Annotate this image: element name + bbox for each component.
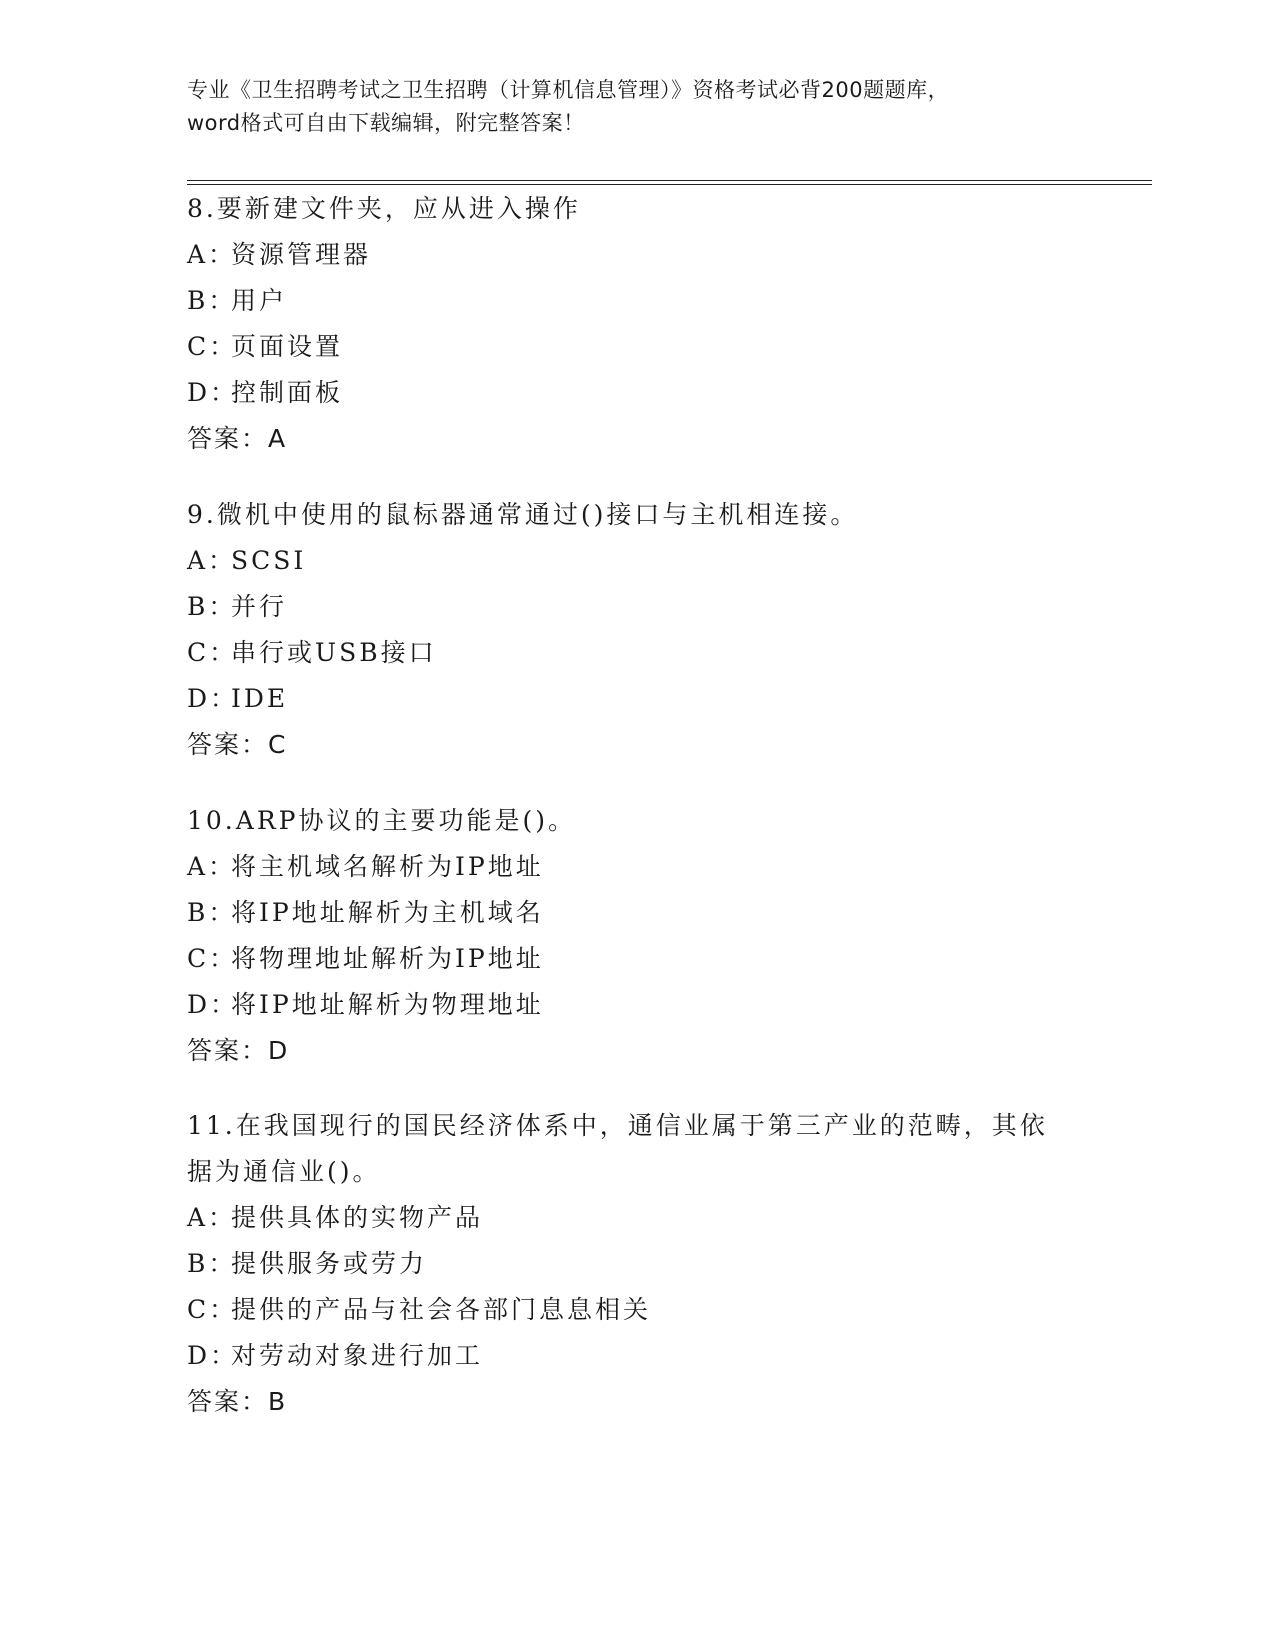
option-text: 将主机域名解析为IP地址 xyxy=(231,852,544,881)
document-header xyxy=(187,74,1087,140)
option-key: B： xyxy=(187,286,237,315)
option-b xyxy=(187,584,1087,630)
option-key: B： xyxy=(187,1249,237,1278)
option-text: 对劳动对象进行加工 xyxy=(231,1341,484,1370)
header-divider-bottom xyxy=(187,184,1152,185)
question-10 xyxy=(187,798,1087,1074)
question-11 xyxy=(187,1103,1087,1425)
question-9 xyxy=(187,492,1087,768)
option-b xyxy=(187,890,1087,936)
option-d xyxy=(187,370,1087,416)
question-8 xyxy=(187,186,1087,462)
option-key: D： xyxy=(187,1341,239,1370)
option-text: SCSI xyxy=(231,546,307,575)
question-stem-line-2: 据为通信业()。 xyxy=(187,1157,381,1186)
option-key: A： xyxy=(187,240,237,269)
question-stem: 10.ARP协议的主要功能是()。 xyxy=(187,806,576,835)
option-a xyxy=(187,538,1087,584)
option-b xyxy=(187,1241,1087,1287)
option-text: 控制面板 xyxy=(231,378,344,407)
option-c xyxy=(187,936,1087,982)
option-a xyxy=(187,844,1087,890)
option-key: D： xyxy=(187,684,239,713)
question-stem: 9.微机中使用的鼠标器通常通过()接口与主机相连接。 xyxy=(187,500,859,529)
option-a xyxy=(187,1195,1087,1241)
option-key: B： xyxy=(187,592,237,621)
answer: 答案：D xyxy=(187,1036,290,1065)
option-text: IDE xyxy=(231,684,289,713)
option-d xyxy=(187,1333,1087,1379)
option-text: 将IP地址解析为物理地址 xyxy=(231,990,544,1019)
option-text: 串行或USB接口 xyxy=(231,638,437,667)
option-text: 将物理地址解析为IP地址 xyxy=(231,944,544,973)
header-divider-top xyxy=(187,180,1152,181)
option-text: 资源管理器 xyxy=(231,240,372,269)
option-key: C： xyxy=(187,332,238,361)
answer: 答案：A xyxy=(187,424,288,453)
option-key: D： xyxy=(187,378,239,407)
option-key: C： xyxy=(187,944,238,973)
header-line-1: 专业《卫生招聘考试之卫生招聘（计算机信息管理）》资格考试必背200题题库， xyxy=(187,78,950,102)
option-d xyxy=(187,982,1087,1028)
option-key: B： xyxy=(187,898,237,927)
option-key: C： xyxy=(187,1295,238,1324)
option-text: 提供服务或劳力 xyxy=(231,1249,428,1278)
option-c xyxy=(187,1287,1087,1333)
option-key: A： xyxy=(187,546,237,575)
option-c xyxy=(187,630,1087,676)
option-text: 提供具体的实物产品 xyxy=(231,1203,484,1232)
option-text: 页面设置 xyxy=(231,332,344,361)
option-c xyxy=(187,324,1087,370)
option-text: 将IP地址解析为主机域名 xyxy=(231,898,544,927)
header-line-2: word格式可自由下载编辑，附完整答案！ xyxy=(187,111,585,135)
question-stem: 8.要新建文件夹，应从进入操作 xyxy=(187,194,581,223)
answer: 答案：B xyxy=(187,1387,288,1416)
option-text: 提供的产品与社会各部门息息相关 xyxy=(231,1295,652,1324)
option-b xyxy=(187,278,1087,324)
option-key: A： xyxy=(187,1203,237,1232)
option-key: A： xyxy=(187,852,237,881)
option-d xyxy=(187,676,1087,722)
answer: 答案：C xyxy=(187,730,288,759)
option-key: D： xyxy=(187,990,239,1019)
option-text: 并行 xyxy=(231,592,288,621)
question-stem-line-1: 11.在我国现行的国民经济体系中，通信业属于第三产业的范畴，其依 xyxy=(187,1111,1048,1140)
option-text: 用户 xyxy=(231,286,288,315)
option-a xyxy=(187,232,1087,278)
option-key: C： xyxy=(187,638,238,667)
